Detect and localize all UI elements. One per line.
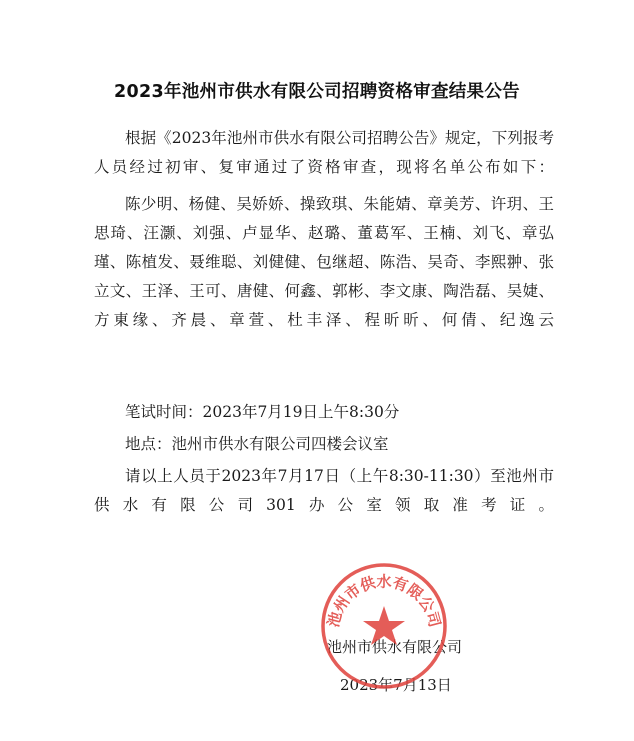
company-seal-icon [318, 560, 450, 692]
seal-text: 池州市供水有限公司 [324, 572, 444, 630]
organization-signature: 池州市供水有限公司 [327, 638, 463, 656]
notice-line-1: 请以上人员于2023年7月17日（上午8:30-11:30）至池州 [125, 467, 539, 485]
document-title: 2023年池州市供水有限公司招聘资格审查结果公告 [114, 82, 520, 102]
signature-date: 2023年7月13日 [340, 676, 452, 694]
exam-location: 地点：池州市供水有限公司四楼会议室 [125, 435, 389, 453]
names-list: 陈少明、杨健、吴娇娇、操致琪、朱能婧、章美芳、许玥、王思琦、汪灏、刘强、卢显华、赵璐、董葛军、王楠、刘飞、章弘瑾、陈植发、聂维聪、刘健健、包继超、陈浩、吴奇、李熙翀、张立文、王泽、王可、唐健、何鑫、郭彬、李文康、陶浩磊、吴婕、方東缘、 [94, 195, 554, 329]
candidate-names [94, 190, 554, 335]
notice-paragraph [94, 462, 554, 520]
names-list-end: 齐晨、章萱、杜丰泽、程昕昕、何倩、纪逸云 [171, 311, 554, 329]
exam-time: 笔试时间：2023年7月19日上午8:30分 [125, 403, 400, 421]
intro-paragraph: 根据《2023年池州市供水有限公司招聘公告》规定，下列报考人员经过初审、复审通过了资格审查，现将名单公布如下： [94, 129, 554, 176]
notice-line-2: 市供水有限公司301办公室领取准考证。 [94, 467, 554, 514]
